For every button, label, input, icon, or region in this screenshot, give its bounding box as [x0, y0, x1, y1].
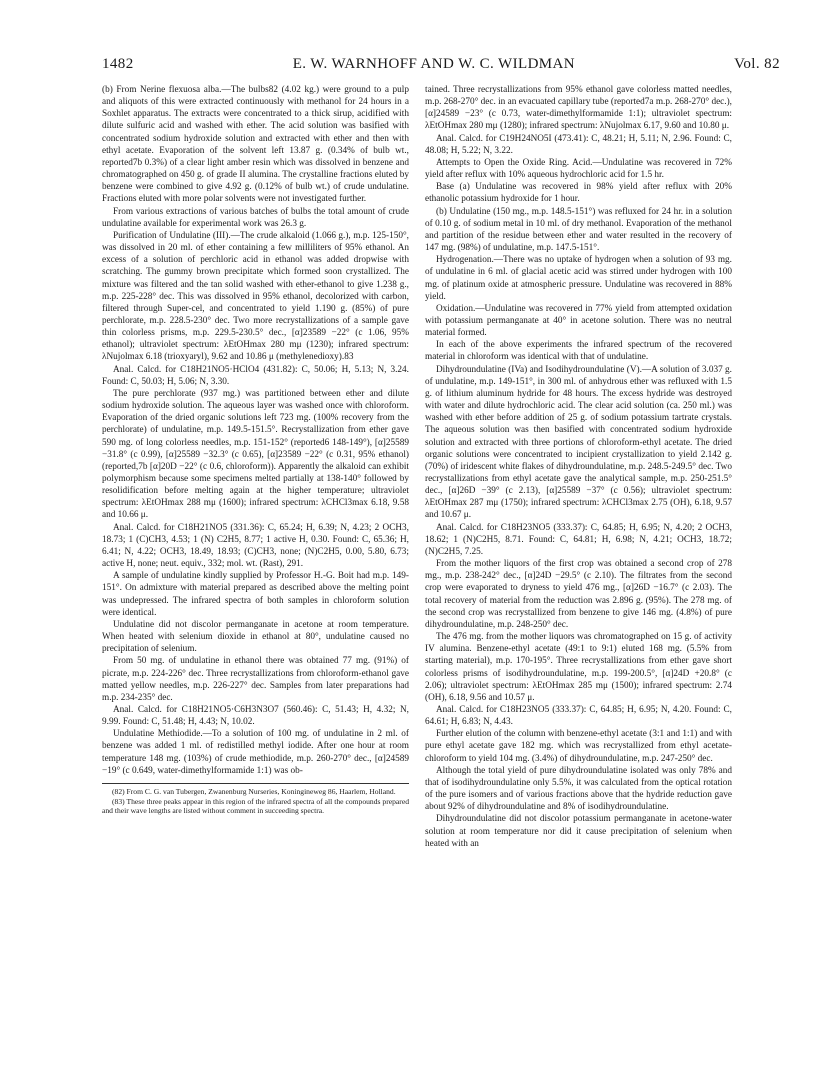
analysis-paragraph: Anal. Calcd. for C18H21NO5 (331.36): C, 65.24; H, 6.39; N, 4.23; 2 OCH3, 18.73; 1 (C)CH3, 4.53; 1 (N) C2H5, 8.77; 1 active H, 0.30. Found: C, 65.36; H, 6.41; N, 4.22; OCH3, 18.49, 18.93; (C)CH3, none; (N)C2H5, 0.00, 5.80, 6.73; active H, none; neut. equiv., 332; mol. wt. (Rast), 291. [102, 522, 409, 570]
analysis-paragraph: Anal. Calcd. for C18H21NO5·C6H3N3O7 (560.46): C, 51.43; H, 4.32; N, 9.99. Found: C, 51.48; H, 4.43; N, 10.02. [102, 704, 409, 728]
analysis-paragraph: Anal. Calcd. for C18H21NO5·HClO4 (431.82): C, 50.06; H, 5.13; N, 3.24. Found: C, 50.03; H, 5.06; N, 3.30. [102, 364, 409, 387]
body-paragraph: The 476 mg. from the mother liquors was chromatographed on 15 g. of activity IV alumina. Benzene-ethyl acetate (49:1 to 9:1) eluted 168 mg. (5.5% from starting material), m.p. 170-195°. Three recrystallizations from ether gave short colorless prisms of isodihydroundulatine, m.p. 199-200.5°, [α]24D +20.8° (c 2.06); ultraviolet spectrum: λEtOHmax 285 mμ (1500); infrared spectrum: 2.74 (OH), 6.18, 9.56 and 10.57 μ. [425, 632, 732, 703]
right-column [425, 84, 732, 850]
running-title: E. W. WARNHOFF AND W. C. WILDMAN [292, 56, 575, 72]
footnote: (83) These three peaks appear in this region of the infrared spectra of all the compounds prepared and their wave lengths are listed without comment in succeeding spectra. [102, 796, 409, 816]
volume-label: Vol. 82 [734, 56, 780, 72]
page-number: 1482 [102, 56, 134, 72]
analysis-paragraph: Anal. Calcd. for C18H23NO5 (333.37): C, 64.85; H, 6.95; N, 4.20. Found: C, 64.61; H, 6.83; N, 4.43. [425, 704, 732, 728]
analysis-paragraph: Anal. Calcd. for C18H23NO5 (333.37): C, 64.85; H, 6.95; N, 4.20; 2 OCH3, 18.62; 1 (N)C2H5, 8.71. Found: C, 64.81; H, 6.98; N, 4.21; OCH3, 18.72; (N)C2H5, 7.25. [425, 522, 732, 557]
body-paragraph: Undulatine Methiodide.—To a solution of 100 mg. of undulatine in 2 ml. of benzene was added 1 ml. of redistilled methyl iodide. After one hour at room temperature 148 mg. (103%) of crude methiodide, m.p. 260-270° dec., [α]24589 −19° (c 0.649, water-dimethylformamide 1:1) was ob- [102, 729, 409, 776]
body-paragraph: Base (a) Undulatine was recovered in 98% yield after reflux with 20% ethanolic potassium hydroxide for 1 hour. [425, 182, 732, 205]
body-paragraph: Although the total yield of pure dihydroundulatine isolated was only 78% and that of isodihydroundulatine only 5.5%, it was calculated from the optical rotation of the pure isomers and of various fractions above that the hydride reduction gave about 92% of dihydroundulatine and 8% of isodihydroundulatine. [425, 765, 732, 813]
running-header [102, 56, 780, 78]
footnote: (82) From C. G. van Tubergen, Zwanenburg Nurseries, Koningineweg 86, Haarlem, Holland. [112, 786, 396, 796]
body-paragraph: Hydrogenation.—There was no uptake of hydrogen when a solution of 93 mg. of undulatine in 6 ml. of glacial acetic acid was stirred under hydrogen with 100 mg. of platinum oxide at atmospheric pressure. Undulatine was recovered in 88% yield. [425, 255, 732, 302]
body-paragraph: (b) Undulatine (150 mg., m.p. 148.5-151°) was refluxed for 24 hr. in a solution of 0.10 g. of sodium metal in 10 ml. of dry methanol. Evaporation of the methanol and partition of the residue between ether and water resulted in the recovery of 147 mg. (98%) of undulatine, m.p. 147.5-151°. [425, 206, 732, 254]
left-column [102, 84, 409, 816]
body-paragraph: Dihydroundulatine (IVa) and Isodihydroundulatine (V).—A solution of 3.037 g. of undulatine, m.p. 149-151°, in 300 ml. of anhydrous ether was refluxed with 1.5 g. of lithium aluminum hydride for 48 hours. The excess hydride was destroyed with water and dilute hydrochloric acid. The clear acid solution (ca. 250 ml.) was washed with ether before addition of 25 g. of sodium potassium tartrate crystals. The aqueous solution was then basified with concentrated sodium hydroxide solution and extracted with three portions of chloroform-ethyl acetate. The dried organic solutions were concentrated to incipient crystallization to yield 2.142 g. (70%) of iridescent white flakes of dihydroundulatine, m.p. 248.5-249.5° dec. Two recrystallizations from ethyl acetate gave the analytical sample, m.p. 250-251.5° dec., [α]26D −39° (c 2.13), [α]25589 −37° (c 0.56); ultraviolet spectrum: λEtOHmax 287 mμ (1750); infrared spectrum: λCHCl3max 2.75 (OH), 6.18, 9.57 and 10.67 μ. [425, 364, 732, 521]
body-paragraph: From the mother liquors of the first crop was obtained a second crop of 278 mg., m.p. 238-242° dec., [α]24D −29.5° (c 2.10). The filtrates from the second crop were evaporated to dryness to yield 476 mg., [α]26D −16.7° (c 2.03). The total recovery of material from the reduction was 2.896 g. (95%). The 278 mg. of the second crop was recrystallized from benzene to give 146 mg. (4.8%) of pure dihydroundulatine, m.p. 248-250° dec. [425, 559, 732, 630]
body-paragraph: Oxidation.—Undulatine was recovered in 77% yield from attempted oxidation with potassium permanganate at 40° in acetone solution. There was no neutral material formed. [425, 303, 732, 339]
analysis-paragraph: Anal. Calcd. for C19H24NO5I (473.41): C, 48.21; H, 5.11; N, 2.96. Found: C, 48.08; H, 5.22; N, 3.22. [425, 133, 732, 156]
body-paragraph: Purification of Undulatine (III).—The crude alkaloid (1.066 g.), m.p. 125-150°, was dissolved in 20 ml. of ether containing a few milliliters of 95% ethanol. An excess of a solution of perchloric acid in ethanol was added dropwise with scratching. The gummy brown precipitate which formed soon crystallized. The mixture was filtered and the tan solid washed with ether-ethanol to give 1.238 g., m.p. 225-228° dec. This was dissolved in 95% ethanol, decolorized with carbon, filtered through Super-cel, and concentrated to yield 1.190 g. (85%) of pure perchlorate, m.p. 228.5-230° dec. Two more recrystallizations of a sample gave thin colorless prisms, m.p. 229.5-230.5° dec., [α]23589 −22° (c 1.06, 95% ethanol); ultraviolet spectrum: λEtOHmax 280 mμ (1230); infrared spectrum: λNujolmax 6.18 (trioxyaryl), 9.62 and 10.86 μ (methylenedioxy).83 [102, 230, 409, 363]
body-paragraph: Attempts to Open the Oxide Ring. Acid.—Undulatine was recovered in 72% yield after reflux with 10% aqueous hydrochloric acid for 1.5 hr. [425, 157, 732, 181]
body-paragraph: (b) From Nerine flexuosa alba.—The bulbs82 (4.02 kg.) were ground to a pulp and aliquots of this were extracted continuously with methanol for 24 hours in a Soxhlet apparatus. The extracts were concentrated to a thick sirup, acidified with dilute sulfuric acid and washed with ether. The acid solution was basified with concentrated sodium hydroxide solution and extracted with ether and then with ethyl acetate. Evaporation of the solvent left 13.87 g. (0.34% of bulb wt., reported7b 0.3%) of a clear light amber resin which was dissolved in benzene and chromatographed on 450 g. of grade II alumina. The crystalline fractions eluted by benzene were combined to give 4.92 g. (0.12% of bulb wt.) of crude undulatine. Fractions eluted with more polar solvents were not investigated further. [102, 85, 409, 205]
body-paragraph: tained. Three recrystallizations from 95% ethanol gave colorless matted needles, m.p. 268-270° dec. in an evacuated capillary tube (reported7a m.p. 268-270° dec.), [α]24589 −23° (c 0.73, water-dimethylformamide 1:1); ultraviolet spectrum: λEtOHmax 280 mμ (1280); infrared spectrum: λNujolmax 6.17, 9.60 and 10.80 μ. [425, 85, 732, 132]
body-paragraph: A sample of undulatine kindly supplied by Professor H.-G. Boit had m.p. 149-151°. On admixture with material prepared as described above the melting point was undepressed. The infrared spectra of both samples in chloroform solution were identical. [102, 571, 409, 618]
footnotes [102, 783, 409, 816]
body-paragraph: Undulatine did not discolor permanganate in acetone at room temperature. When heated with selenium dioxide in ethanol at 80°, undulatine caused no precipitation of selenium. [102, 619, 409, 655]
body-paragraph: Dihydroundulatine did not discolor potassium permanganate in acetone-water solution at room temperature nor did it cause precipitation of selenium when heated with an [425, 814, 732, 849]
body-paragraph: Further elution of the column with benzene-ethyl acetate (3:1 and 1:1) and with pure ethyl acetate gave 182 mg. which was recrystallized from ethyl acetate-chloroform to yield 104 mg. (3.4%) of dihydroundulatine, m.p. 247-250° dec. [425, 729, 732, 764]
body-paragraph: In each of the above experiments the infrared spectrum of the recovered material in chloroform was identical with that of undulatine. [425, 340, 732, 363]
body-paragraph: From various extractions of various batches of bulbs the total amount of crude undulatine available for experimental work was 26.3 g. [102, 206, 409, 229]
body-paragraph: From 50 mg. of undulatine in ethanol there was obtained 77 mg. (91%) of picrate, m.p. 224-226° dec. Three recrystallizations from chloroform-ethanol gave matted yellow needles, m.p. 226-227° dec. Samples from later preparations had m.p. 234-235° dec. [102, 656, 409, 703]
body-paragraph: The pure perchlorate (937 mg.) was partitioned between ether and dilute sodium hydroxide solution. The aqueous layer was washed once with chloroform. Evaporation of the dried organic solutions left 723 mg. (100% recovery from the perchlorate) of undulatine, m.p. 149.5-151.5°. Recrystallization from ether gave 590 mg. of long colorless needles, m.p. 151-152° (reported6 148-149°), [α]25589 −31.8° (c 0.99), [α]25589 −32.3° (c 0.65), [α]23589 −22° (c 0.31, 95% ethanol) (reported,7b [α]20D −22° (c 0.6, chloroform)). Apparently the alkaloid can exhibit polymorphism because some specimens melted partially at 138-140° followed by resolidification before melting again at the higher temperature; ultraviolet spectrum: λEtOHmax 288 mμ (1600); infrared spectrum: λCHCl3max 6.18, 9.58 and 10.66 μ. [102, 388, 409, 521]
